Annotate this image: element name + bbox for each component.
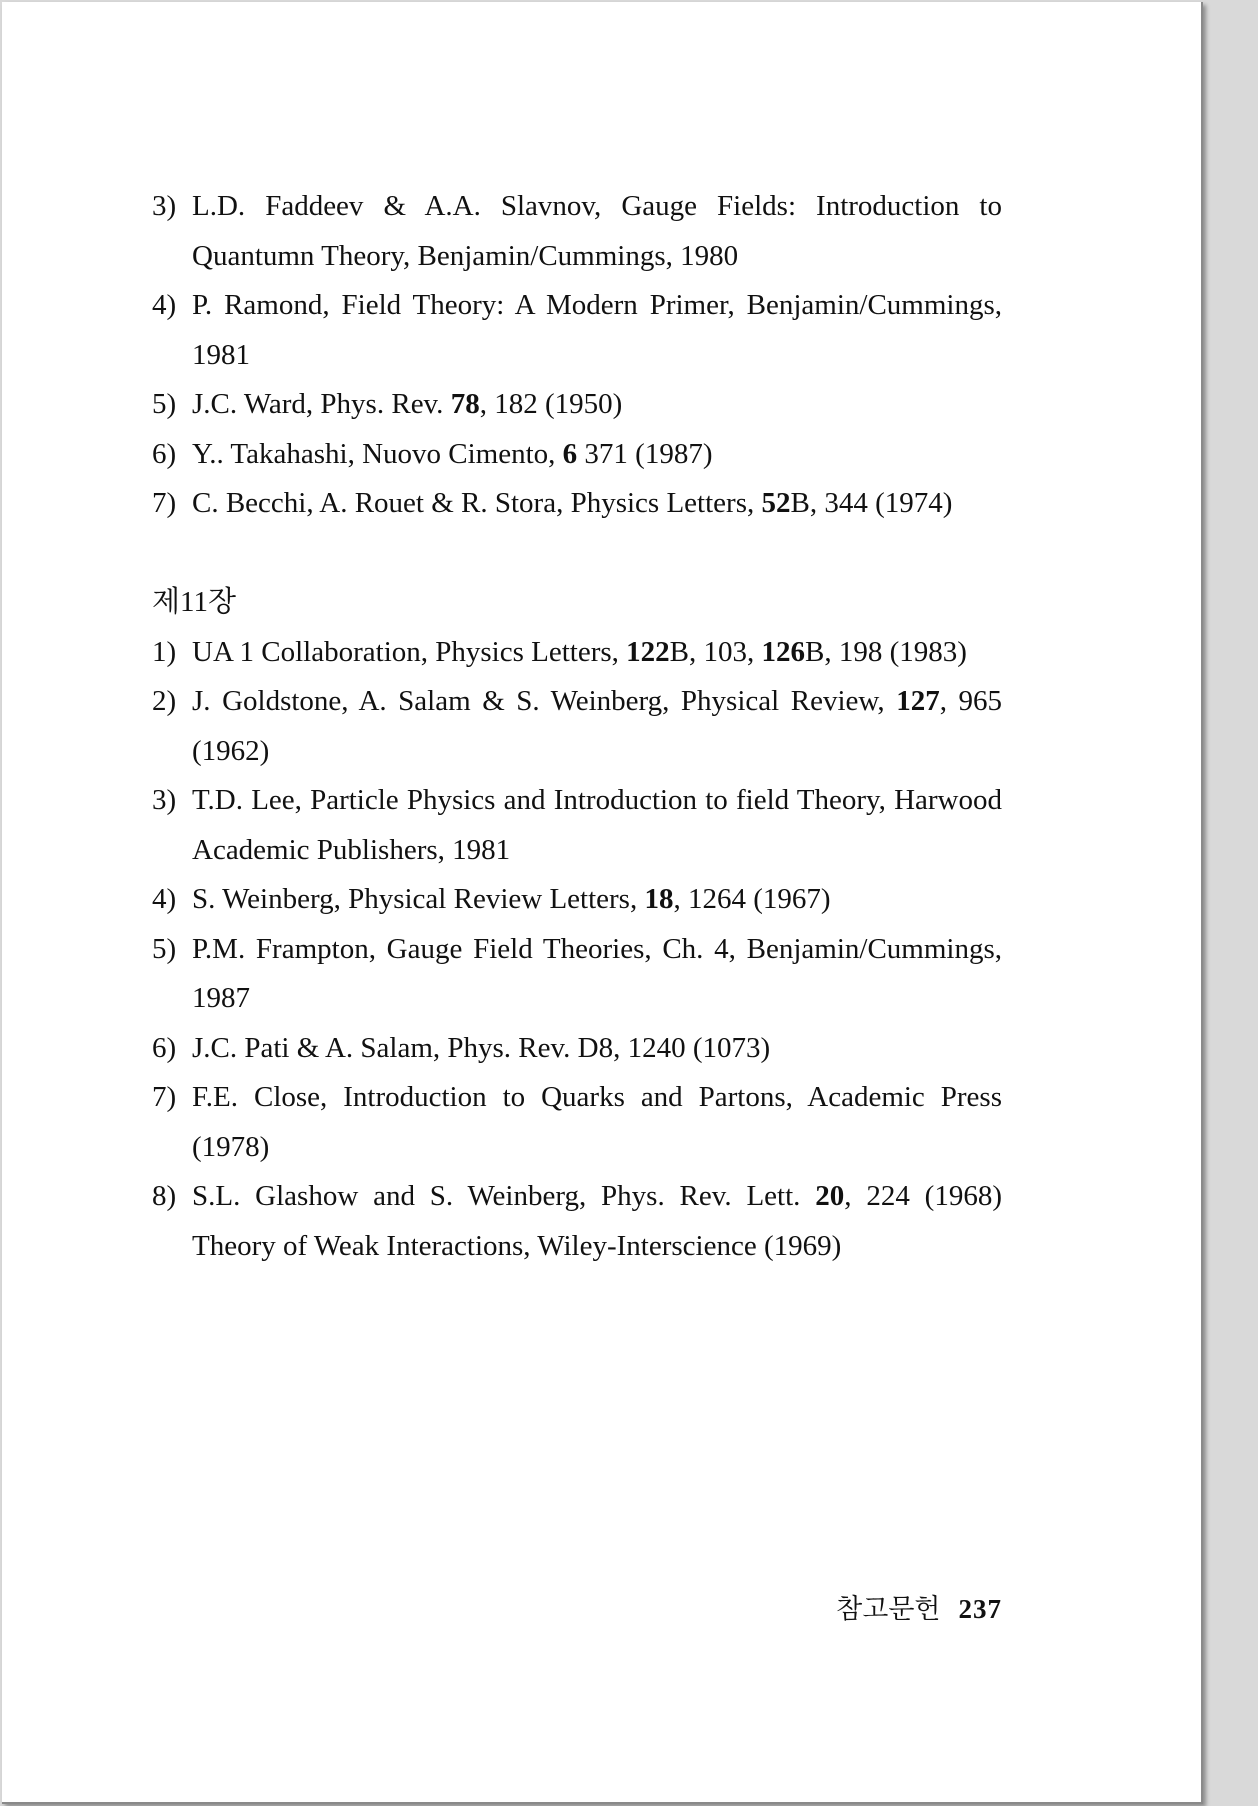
reference-text [192,1073,1002,1172]
reference-item [152,925,1002,1024]
reference-number: 1) [152,635,177,668]
reference-text-segment: P.M. Frampton, Gauge Field Theories, Ch. 4, Benjamin/Cummings, 1987 [192,932,1002,1014]
book-page [2,2,1203,1804]
reference-volume: 122 [626,635,670,668]
reference-number: 7) [152,1081,177,1113]
reference-text [192,628,1002,678]
reference-volume: 126 [761,635,805,668]
page-footer [822,1587,1002,1626]
reference-text-segment: L.D. Faddeev & A.A. Slavnov, Gauge Fields: Introduction to Quantumn Theory, Benjamin/Cummings, 1980 [192,190,1002,272]
reference-number: 4) [152,289,177,321]
reference-text-segment: 371 (1987) [577,437,713,470]
reference-volume: 52 [761,487,791,519]
reference-text-segment: P. Ramond, Field Theory: A Modern Primer, Benjamin/Cummings, 1981 [192,289,1002,371]
reference-volume: 127 [896,685,940,717]
reference-text [192,1024,1002,1074]
reference-text-segment: C. Becchi, A. Rouet & R. Stora, Physics Letters, [192,487,762,519]
reference-item [152,182,1002,281]
reference-number: 3) [152,784,177,816]
reference-volume: 18 [644,883,674,915]
reference-text-segment: , 182 (1950) [479,388,623,420]
reference-text-segment: J. Goldstone, A. Salam & S. Weinberg, Physical Review, [192,685,897,717]
reference-list-chapter-11 [152,628,1002,1272]
reference-text [192,380,1002,430]
chapter-heading: 제11장 [152,586,236,618]
reference-text-segment: , 1264 (1967) [673,883,831,915]
running-footer-label: 참고문헌 [836,1594,941,1624]
reference-item [152,776,1002,875]
reference-text [192,182,1002,281]
reference-number: 8) [152,1180,177,1212]
reference-item [152,628,1002,678]
reference-number: 2) [152,685,177,717]
reference-list-previous-chapter [152,182,1002,529]
reference-number: 6) [152,437,177,470]
reference-volume: 20 [815,1180,845,1212]
reference-text [192,875,1002,925]
reference-text [192,925,1002,1024]
reference-text-segment: J.C. Ward, Phys. Rev. [192,388,451,420]
reference-item [152,1172,1002,1271]
reference-text-segment: S. Weinberg, Physical Review Letters, [192,883,645,915]
reference-text [192,281,1002,380]
reference-item [152,380,1002,430]
reference-item [152,1073,1002,1172]
reference-number: 4) [152,883,177,915]
reference-number: 5) [152,932,177,965]
reference-item [152,875,1002,925]
section-spacer [152,529,1002,579]
reference-text [192,1172,1002,1271]
reference-text-segment: T.D. Lee, Particle Physics and Introduction to field Theory, Harwood Academic Publishers, 1981 [192,784,1002,866]
reference-list [152,182,1002,1271]
reference-text [192,677,1002,776]
reference-number: 6) [152,1031,177,1064]
reference-text-segment: , 224 (1968) Theory of Weak Interactions, Wiley-Interscience (1969) [192,1180,1002,1262]
reference-text-segment: , 965 (1962) [192,685,1002,767]
reference-volume: 78 [450,388,480,420]
reference-item [152,677,1002,776]
reference-item [152,479,1002,529]
reference-item [152,430,1002,480]
reference-text [192,430,1002,480]
reference-text-segment: J.C. Pati & A. Salam, Phys. Rev. D8, 1240 (1073) [192,1031,771,1064]
reference-number: 3) [152,190,177,222]
page-number: 237 [958,1594,1002,1624]
reference-text [192,776,1002,875]
reference-number: 5) [152,388,177,420]
reference-text-segment: S.L. Glashow and S. Weinberg, Phys. Rev. Lett. [192,1180,816,1212]
reference-item [152,281,1002,380]
reference-text-segment: B, 103, [669,635,762,668]
reference-text-segment: B, 344 (1974) [790,487,953,519]
reference-volume: 6 [562,437,578,470]
reference-text [192,479,1002,529]
reference-item [152,1024,1002,1074]
reference-text-segment: B, 198 (1983) [805,635,967,668]
reference-text-segment: Y.. Takahashi, Nuovo Cimento, [192,437,563,470]
reference-text-segment: F.E. Close, Introduction to Quarks and Partons, Academic Press (1978) [192,1081,1002,1163]
reference-number: 7) [152,487,177,519]
reference-text-segment: UA 1 Collaboration, Physics Letters, [192,635,627,668]
